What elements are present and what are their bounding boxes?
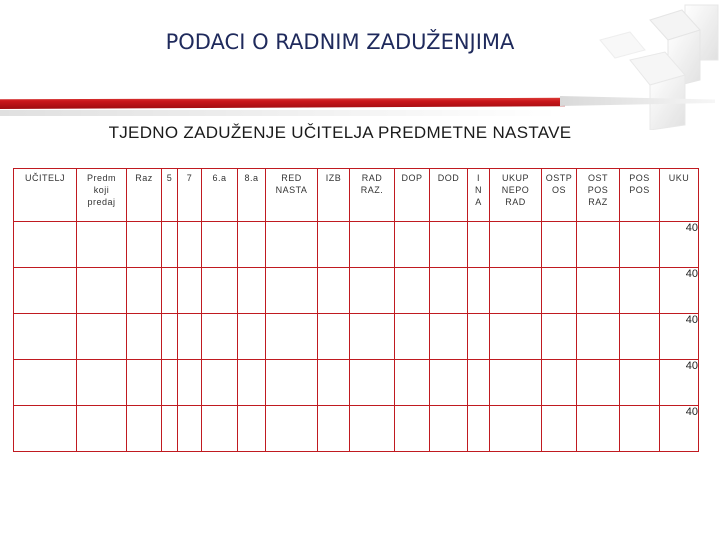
table-cell[interactable] <box>238 314 266 360</box>
table-cell[interactable] <box>620 406 660 452</box>
table-cell[interactable] <box>620 314 660 360</box>
column-header-line: POS <box>587 185 609 195</box>
column-header <box>490 169 542 222</box>
column-header-line: POS <box>629 185 650 195</box>
table-cell[interactable] <box>14 222 77 268</box>
table-cell[interactable] <box>266 268 318 314</box>
table-cell[interactable] <box>318 360 350 406</box>
table-cell[interactable] <box>577 222 620 268</box>
column-header <box>350 169 395 222</box>
column-header-line: predaj <box>87 197 116 207</box>
table-cell[interactable] <box>350 406 395 452</box>
column-header <box>77 169 127 222</box>
table-cell[interactable] <box>395 314 430 360</box>
table-cell[interactable] <box>127 222 162 268</box>
table-cell[interactable] <box>620 360 660 406</box>
table-cell[interactable] <box>490 360 542 406</box>
table-cell[interactable] <box>430 268 468 314</box>
table-cell[interactable] <box>178 222 202 268</box>
table-cell[interactable] <box>202 406 238 452</box>
column-header <box>127 169 162 222</box>
column-header-line: RAD <box>361 173 383 183</box>
table-row <box>14 268 699 314</box>
table-cell[interactable] <box>266 314 318 360</box>
decorative-cubes-graphic <box>590 0 720 130</box>
column-header-line: UČITELJ <box>24 173 65 183</box>
table-cell[interactable] <box>77 360 127 406</box>
table-cell[interactable] <box>468 222 490 268</box>
table-row <box>14 314 699 360</box>
total-hours-cell[interactable]: 40 <box>660 268 699 314</box>
total-hours-cell[interactable]: 40 <box>660 406 699 452</box>
column-header-line: IZB <box>325 173 342 183</box>
table-cell[interactable] <box>318 268 350 314</box>
table-cell[interactable] <box>395 222 430 268</box>
column-header <box>430 169 468 222</box>
table-cell[interactable] <box>350 314 395 360</box>
table-cell[interactable] <box>318 314 350 360</box>
table-cell[interactable] <box>202 268 238 314</box>
column-header <box>577 169 620 222</box>
column-header-line: 7 <box>186 173 193 183</box>
total-hours-cell[interactable]: 40 <box>660 314 699 360</box>
column-header-line: RAZ <box>588 197 608 207</box>
table-cell[interactable] <box>577 360 620 406</box>
table-cell[interactable] <box>542 406 577 452</box>
table-cell[interactable] <box>162 314 178 360</box>
table-cell[interactable] <box>238 222 266 268</box>
table-cell[interactable] <box>178 360 202 406</box>
table-cell[interactable] <box>490 406 542 452</box>
table-cell[interactable] <box>468 268 490 314</box>
table-cell[interactable] <box>266 360 318 406</box>
column-header-line: I <box>476 173 480 183</box>
table-cell[interactable] <box>77 406 127 452</box>
table-cell[interactable] <box>162 222 178 268</box>
column-header-line: 8.a <box>244 173 259 183</box>
column-header-line: koji <box>93 185 110 195</box>
table-cell[interactable] <box>266 406 318 452</box>
table-subtitle: TJEDNO ZADUŽENJE UČITELJA PREDMETNE NASTAVE <box>108 123 572 142</box>
red-divider-bar <box>0 95 565 109</box>
total-hours-cell[interactable]: 40 <box>660 360 699 406</box>
table-cell[interactable] <box>202 314 238 360</box>
column-header-line: NEPO <box>501 185 530 195</box>
table-row <box>14 360 699 406</box>
table-cell[interactable] <box>77 222 127 268</box>
table-cell[interactable] <box>238 268 266 314</box>
table-cell[interactable] <box>350 222 395 268</box>
table-cell[interactable] <box>127 406 162 452</box>
table-cell[interactable] <box>620 268 660 314</box>
table-cell[interactable] <box>178 314 202 360</box>
table-row <box>14 222 699 268</box>
table-cell[interactable] <box>620 222 660 268</box>
column-header-line: Raz <box>135 173 153 183</box>
table-cell[interactable] <box>77 268 127 314</box>
table-cell[interactable] <box>542 360 577 406</box>
table-cell[interactable] <box>542 222 577 268</box>
table-cell[interactable] <box>318 222 350 268</box>
table-cell[interactable] <box>178 268 202 314</box>
table-cell[interactable] <box>14 268 77 314</box>
table-cell[interactable] <box>577 268 620 314</box>
column-header-line: OST <box>587 173 608 183</box>
table-cell[interactable] <box>238 406 266 452</box>
table-cell[interactable] <box>430 406 468 452</box>
table-cell[interactable] <box>577 314 620 360</box>
column-header-line: POS <box>629 173 650 183</box>
column-header-line: UKUP <box>501 173 529 183</box>
table-cell[interactable] <box>468 360 490 406</box>
table-cell[interactable] <box>350 268 395 314</box>
page-title: PODACI O RADNIM ZADUŽENJIMA <box>165 30 515 54</box>
column-header-line: OS <box>551 185 566 195</box>
table-cell[interactable] <box>178 406 202 452</box>
workload-table <box>13 168 699 452</box>
column-header-line: DOD <box>437 173 460 183</box>
table-cell[interactable] <box>238 360 266 406</box>
table-cell[interactable] <box>202 222 238 268</box>
table-cell[interactable] <box>350 360 395 406</box>
column-header-line: DOP <box>401 173 423 183</box>
table-cell[interactable] <box>202 360 238 406</box>
table-cell[interactable] <box>430 314 468 360</box>
table-cell[interactable] <box>127 268 162 314</box>
table-cell[interactable] <box>490 314 542 360</box>
table-cell[interactable] <box>14 314 77 360</box>
column-header <box>202 169 238 222</box>
column-header <box>620 169 660 222</box>
table-cell[interactable] <box>318 406 350 452</box>
table-cell[interactable] <box>490 222 542 268</box>
column-header <box>178 169 202 222</box>
table-cell[interactable] <box>430 222 468 268</box>
table-cell[interactable] <box>468 314 490 360</box>
table-cell[interactable] <box>468 406 490 452</box>
table-cell[interactable] <box>266 222 318 268</box>
column-header <box>395 169 430 222</box>
table-cell[interactable] <box>395 406 430 452</box>
table-cell[interactable] <box>162 268 178 314</box>
total-hours-cell[interactable]: 40 <box>660 222 699 268</box>
column-header-line: 5 <box>166 173 173 183</box>
divider-bar-shadow <box>0 110 560 116</box>
table-cell[interactable] <box>542 314 577 360</box>
table-cell[interactable] <box>14 360 77 406</box>
table-cell[interactable] <box>14 406 77 452</box>
table-header-row <box>14 169 699 222</box>
column-header <box>468 169 490 222</box>
column-header-line: RAZ. <box>360 185 384 195</box>
table-cell[interactable] <box>395 360 430 406</box>
column-header <box>14 169 77 222</box>
table-cell[interactable] <box>395 268 430 314</box>
column-header <box>238 169 266 222</box>
column-header-line: OSTP <box>545 173 573 183</box>
column-header <box>162 169 178 222</box>
column-header <box>266 169 318 222</box>
table-cell[interactable] <box>77 314 127 360</box>
column-header-line: NASTA <box>275 185 308 195</box>
table-cell[interactable] <box>430 360 468 406</box>
column-header <box>318 169 350 222</box>
table-cell[interactable] <box>127 360 162 406</box>
table-cell[interactable] <box>490 268 542 314</box>
column-header-line: Predm <box>86 173 116 183</box>
table-cell[interactable] <box>162 406 178 452</box>
table-cell[interactable] <box>577 406 620 452</box>
column-header <box>660 169 699 222</box>
table-cell[interactable] <box>542 268 577 314</box>
table-cell[interactable] <box>162 360 178 406</box>
column-header-line: 6.a <box>212 173 227 183</box>
column-header-line: UKU <box>668 173 690 183</box>
column-header-line: N <box>475 185 482 195</box>
column-header-line: RAD <box>505 197 526 207</box>
column-header <box>542 169 577 222</box>
column-header-line: A <box>475 197 482 207</box>
column-header-line: RED <box>281 173 302 183</box>
table-row <box>14 406 699 452</box>
table-cell[interactable] <box>127 314 162 360</box>
